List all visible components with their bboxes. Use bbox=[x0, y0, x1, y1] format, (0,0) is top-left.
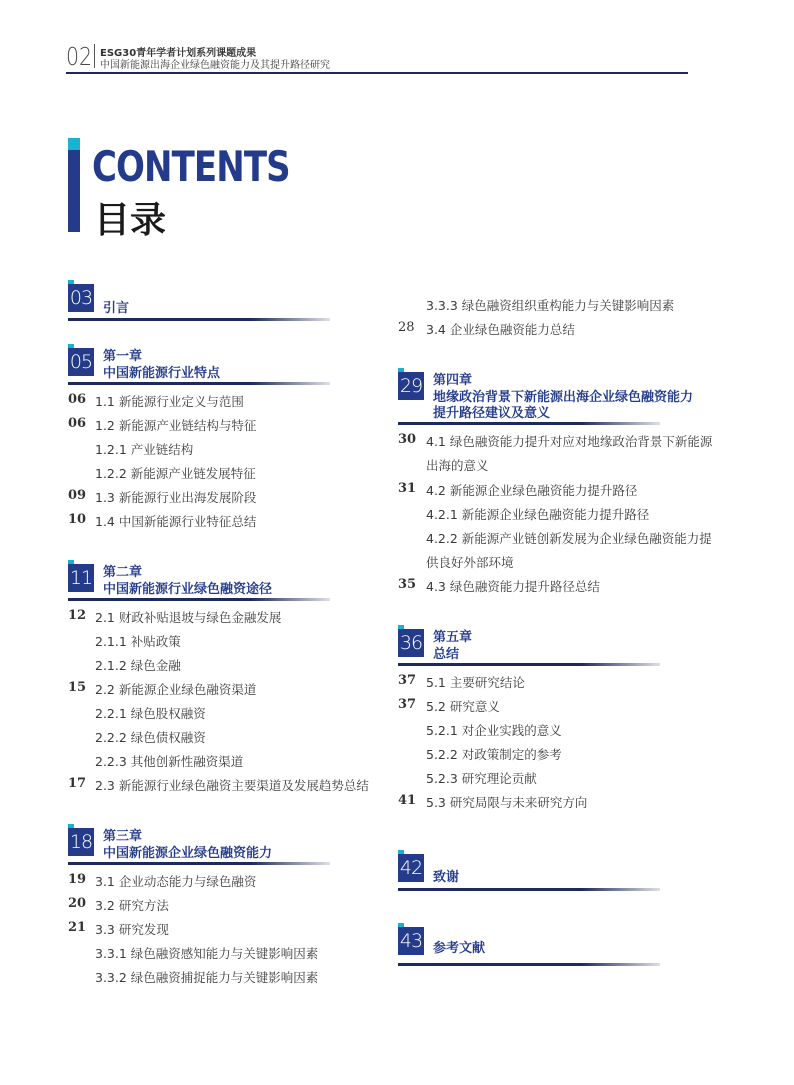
toc-entry[interactable]: 1.2 新能源产业链结构与特征 bbox=[95, 418, 257, 433]
toc-subentry[interactable]: 2.1.2 绿色金融 bbox=[95, 658, 181, 673]
toc-entry[interactable]: 1.3 新能源行业出海发展阶段 bbox=[95, 490, 257, 505]
entry-page: 10 bbox=[68, 512, 87, 527]
mulu-title: 目录 bbox=[94, 200, 167, 241]
toc-entry[interactable]: 3.4 企业绿色融资能力总结 bbox=[426, 322, 575, 337]
toc-subentry[interactable]: 2.2.3 其他创新性融资渠道 bbox=[95, 754, 244, 769]
toc-subentry[interactable]: 2.2.1 绿色股权融资 bbox=[95, 706, 206, 721]
toc-entry[interactable]: 4.2 新能源企业绿色融资能力提升路径 bbox=[426, 483, 638, 498]
entry-page: 19 bbox=[68, 872, 87, 887]
toc-subentry[interactable]: 3.3.3 绿色融资组织重构能力与关键影响因素 bbox=[426, 298, 675, 313]
header-separator bbox=[94, 44, 95, 68]
toc-entry[interactable]: 2.3 新能源行业绿色融资主要渠道及发展趋势总结 bbox=[95, 778, 369, 793]
toc-entry[interactable]: 2.1 财政补贴退坡与绿色金融发展 bbox=[95, 610, 282, 625]
chapter-title: 总结 bbox=[433, 647, 460, 662]
entry-page: 09 bbox=[68, 488, 87, 503]
toc-entry-cont[interactable]: 出海的意义 bbox=[426, 458, 489, 473]
chapter-title: 中国新能源企业绿色融资能力 bbox=[103, 846, 273, 861]
toc-subentry[interactable]: 2.1.1 补贴政策 bbox=[95, 634, 181, 649]
chapter-page-box: 11 bbox=[68, 564, 94, 592]
entry-page: 30 bbox=[398, 432, 417, 447]
toc-entry[interactable]: 3.1 企业动态能力与绿色融资 bbox=[95, 874, 257, 889]
chapter-underline bbox=[68, 382, 330, 385]
entry-page: 28 bbox=[398, 320, 415, 335]
toc-subentry[interactable]: 3.3.1 绿色融资感知能力与关键影响因素 bbox=[95, 946, 319, 961]
chapter-underline bbox=[398, 663, 660, 666]
chapter-page-box: 03 bbox=[68, 284, 94, 312]
toc-subentry[interactable]: 4.2.1 新能源企业绿色融资能力提升路径 bbox=[426, 507, 650, 522]
header-rule bbox=[66, 72, 688, 74]
toc-subentry[interactable]: 5.2.3 研究理论贡献 bbox=[426, 771, 537, 786]
chapter-title: 中国新能源行业绿色融资途径 bbox=[103, 582, 273, 597]
entry-page: 31 bbox=[398, 481, 417, 496]
chapter-page-box: 36 bbox=[398, 629, 424, 657]
toc-subentry[interactable]: 2.2.2 绿色债权融资 bbox=[95, 730, 206, 745]
toc-subentry[interactable]: 1.2.2 新能源产业链发展特征 bbox=[95, 466, 256, 481]
toc-entry[interactable]: 2.2 新能源企业绿色融资渠道 bbox=[95, 682, 257, 697]
chapter-page-box: 43 bbox=[398, 927, 424, 955]
chapter-page-box: 05 bbox=[68, 348, 94, 376]
entry-page: 06 bbox=[68, 392, 87, 407]
toc-entry[interactable]: 5.1 主要研究结论 bbox=[426, 675, 525, 690]
toc-entry[interactable]: 5.3 研究局限与未来研究方向 bbox=[426, 795, 588, 810]
chapter-title: 中国新能源行业特点 bbox=[103, 366, 221, 381]
entry-page: 17 bbox=[68, 776, 87, 791]
chapter-page-box: 18 bbox=[68, 828, 94, 856]
chapter-number: 第三章 bbox=[103, 829, 143, 844]
toc-entry[interactable]: 3.3 研究发现 bbox=[95, 922, 169, 937]
entry-page: 21 bbox=[68, 920, 87, 935]
title-accent-bar bbox=[68, 150, 80, 232]
chapter-title: 地缘政治背景下新能源出海企业绿色融资能力 bbox=[433, 390, 694, 405]
chapter-title-cont: 提升路径建议及意义 bbox=[433, 406, 551, 421]
title-accent-square bbox=[68, 138, 80, 150]
entry-page: 20 bbox=[68, 896, 87, 911]
contents-title: CONTENTS bbox=[92, 142, 290, 191]
chapter-number: 第二章 bbox=[103, 565, 143, 580]
header-series: ESG30青年学者计划系列课题成果 bbox=[100, 48, 257, 59]
header-page-number: 02 bbox=[66, 42, 93, 71]
chapter-page-box: 42 bbox=[398, 854, 424, 882]
entry-page: 35 bbox=[398, 577, 417, 592]
chapter-title: 引言 bbox=[103, 301, 130, 316]
toc-entry[interactable]: 4.3 绿色融资能力提升路径总结 bbox=[426, 579, 600, 594]
toc-subentry[interactable]: 5.2.2 对政策制定的参考 bbox=[426, 747, 562, 762]
chapter-underline bbox=[398, 963, 660, 966]
toc-subentry[interactable]: 1.2.1 产业链结构 bbox=[95, 442, 194, 457]
chapter-underline bbox=[68, 598, 330, 601]
chapter-underline bbox=[68, 318, 330, 321]
toc-entry[interactable]: 3.2 研究方法 bbox=[95, 898, 169, 913]
entry-page: 06 bbox=[68, 416, 87, 431]
entry-page: 37 bbox=[398, 697, 417, 712]
chapter-underline bbox=[398, 888, 660, 891]
toc-subentry[interactable]: 5.2.1 对企业实践的意义 bbox=[426, 723, 562, 738]
toc-entry[interactable]: 1.1 新能源行业定义与范围 bbox=[95, 394, 244, 409]
entry-page: 15 bbox=[68, 680, 87, 695]
entry-page: 41 bbox=[398, 793, 417, 808]
chapter-number: 第五章 bbox=[433, 630, 473, 645]
chapter-number: 第四章 bbox=[433, 373, 473, 388]
toc-entry[interactable]: 4.1 绿色融资能力提升对应对地缘政治背景下新能源 bbox=[426, 434, 713, 449]
toc-subentry[interactable]: 3.3.2 绿色融资捕捉能力与关键影响因素 bbox=[95, 970, 319, 985]
entry-page: 12 bbox=[68, 608, 87, 623]
chapter-title: 参考文献 bbox=[433, 941, 486, 956]
toc-entry[interactable]: 5.2 研究意义 bbox=[426, 699, 500, 714]
toc-subentry-cont[interactable]: 供良好外部环境 bbox=[426, 555, 514, 570]
header-report-title: 中国新能源出海企业绿色融资能力及其提升路径研究 bbox=[100, 60, 330, 71]
entry-page: 37 bbox=[398, 673, 417, 688]
chapter-underline bbox=[68, 862, 330, 865]
chapter-underline bbox=[398, 422, 660, 425]
chapter-number: 第一章 bbox=[103, 349, 143, 364]
toc-subentry[interactable]: 4.2.2 新能源产业链创新发展为企业绿色融资能力提 bbox=[426, 531, 712, 546]
chapter-page-box: 29 bbox=[398, 372, 424, 400]
chapter-title: 致谢 bbox=[433, 870, 460, 885]
toc-entry[interactable]: 1.4 中国新能源行业特征总结 bbox=[95, 514, 257, 529]
